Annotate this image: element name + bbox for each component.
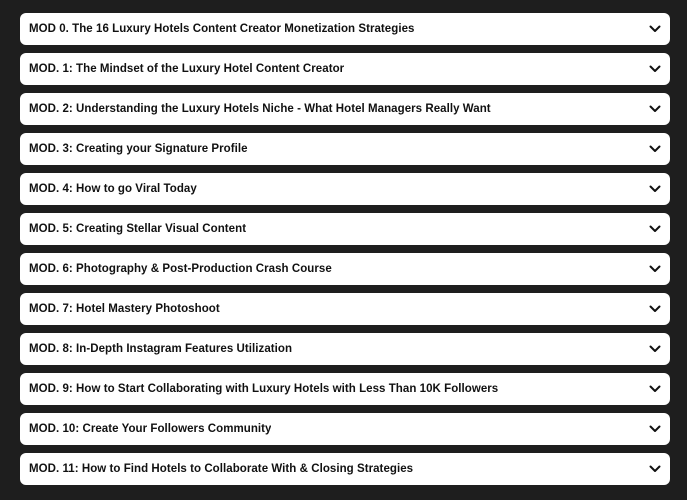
chevron-down-icon[interactable]	[648, 22, 662, 36]
module-title: MOD. 11: How to Find Hotels to Collaborate With & Closing Strategies	[29, 463, 414, 475]
chevron-down-icon[interactable]	[648, 62, 662, 76]
module-title: MOD. 4: How to go Viral Today	[29, 183, 197, 195]
chevron-down-icon[interactable]	[648, 462, 662, 476]
module-item-8[interactable]	[20, 333, 670, 365]
module-item-11[interactable]	[20, 453, 670, 485]
chevron-down-icon[interactable]	[648, 102, 662, 116]
module-item-0[interactable]	[20, 13, 670, 45]
module-title: MOD. 6: Photography & Post-Production Crash Course	[29, 263, 332, 275]
module-title: MOD. 5: Creating Stellar Visual Content	[29, 223, 247, 235]
module-title: MOD. 7: Hotel Mastery Photoshoot	[29, 303, 220, 315]
module-title: MOD. 8: In-Depth Instagram Features Utilization	[29, 343, 293, 355]
module-item-1[interactable]	[20, 53, 670, 85]
chevron-down-icon[interactable]	[648, 262, 662, 276]
module-item-3[interactable]	[20, 133, 670, 165]
module-title: MOD. 3: Creating your Signature Profile	[29, 143, 248, 155]
module-item-10[interactable]	[20, 413, 670, 445]
module-title: MOD. 2: Understanding the Luxury Hotels Niche - What Hotel Managers Really Want	[29, 103, 491, 115]
module-title: MOD. 10: Create Your Followers Community	[29, 423, 272, 435]
module-title: MOD. 1: The Mindset of the Luxury Hotel Content Creator	[29, 63, 345, 75]
module-item-7[interactable]	[20, 293, 670, 325]
chevron-down-icon[interactable]	[648, 142, 662, 156]
chevron-down-icon[interactable]	[648, 422, 662, 436]
module-item-9[interactable]	[20, 373, 670, 405]
chevron-down-icon[interactable]	[648, 182, 662, 196]
module-title: MOD 0. The 16 Luxury Hotels Content Creator Monetization Strategies	[29, 23, 415, 35]
module-item-6[interactable]	[20, 253, 670, 285]
module-item-2[interactable]	[20, 93, 670, 125]
module-item-4[interactable]	[20, 173, 670, 205]
chevron-down-icon[interactable]	[648, 342, 662, 356]
module-item-5[interactable]	[20, 213, 670, 245]
chevron-down-icon[interactable]	[648, 302, 662, 316]
chevron-down-icon[interactable]	[648, 382, 662, 396]
chevron-down-icon[interactable]	[648, 222, 662, 236]
module-title: MOD. 9: How to Start Collaborating with Luxury Hotels with Less Than 10K Followers	[29, 383, 499, 395]
